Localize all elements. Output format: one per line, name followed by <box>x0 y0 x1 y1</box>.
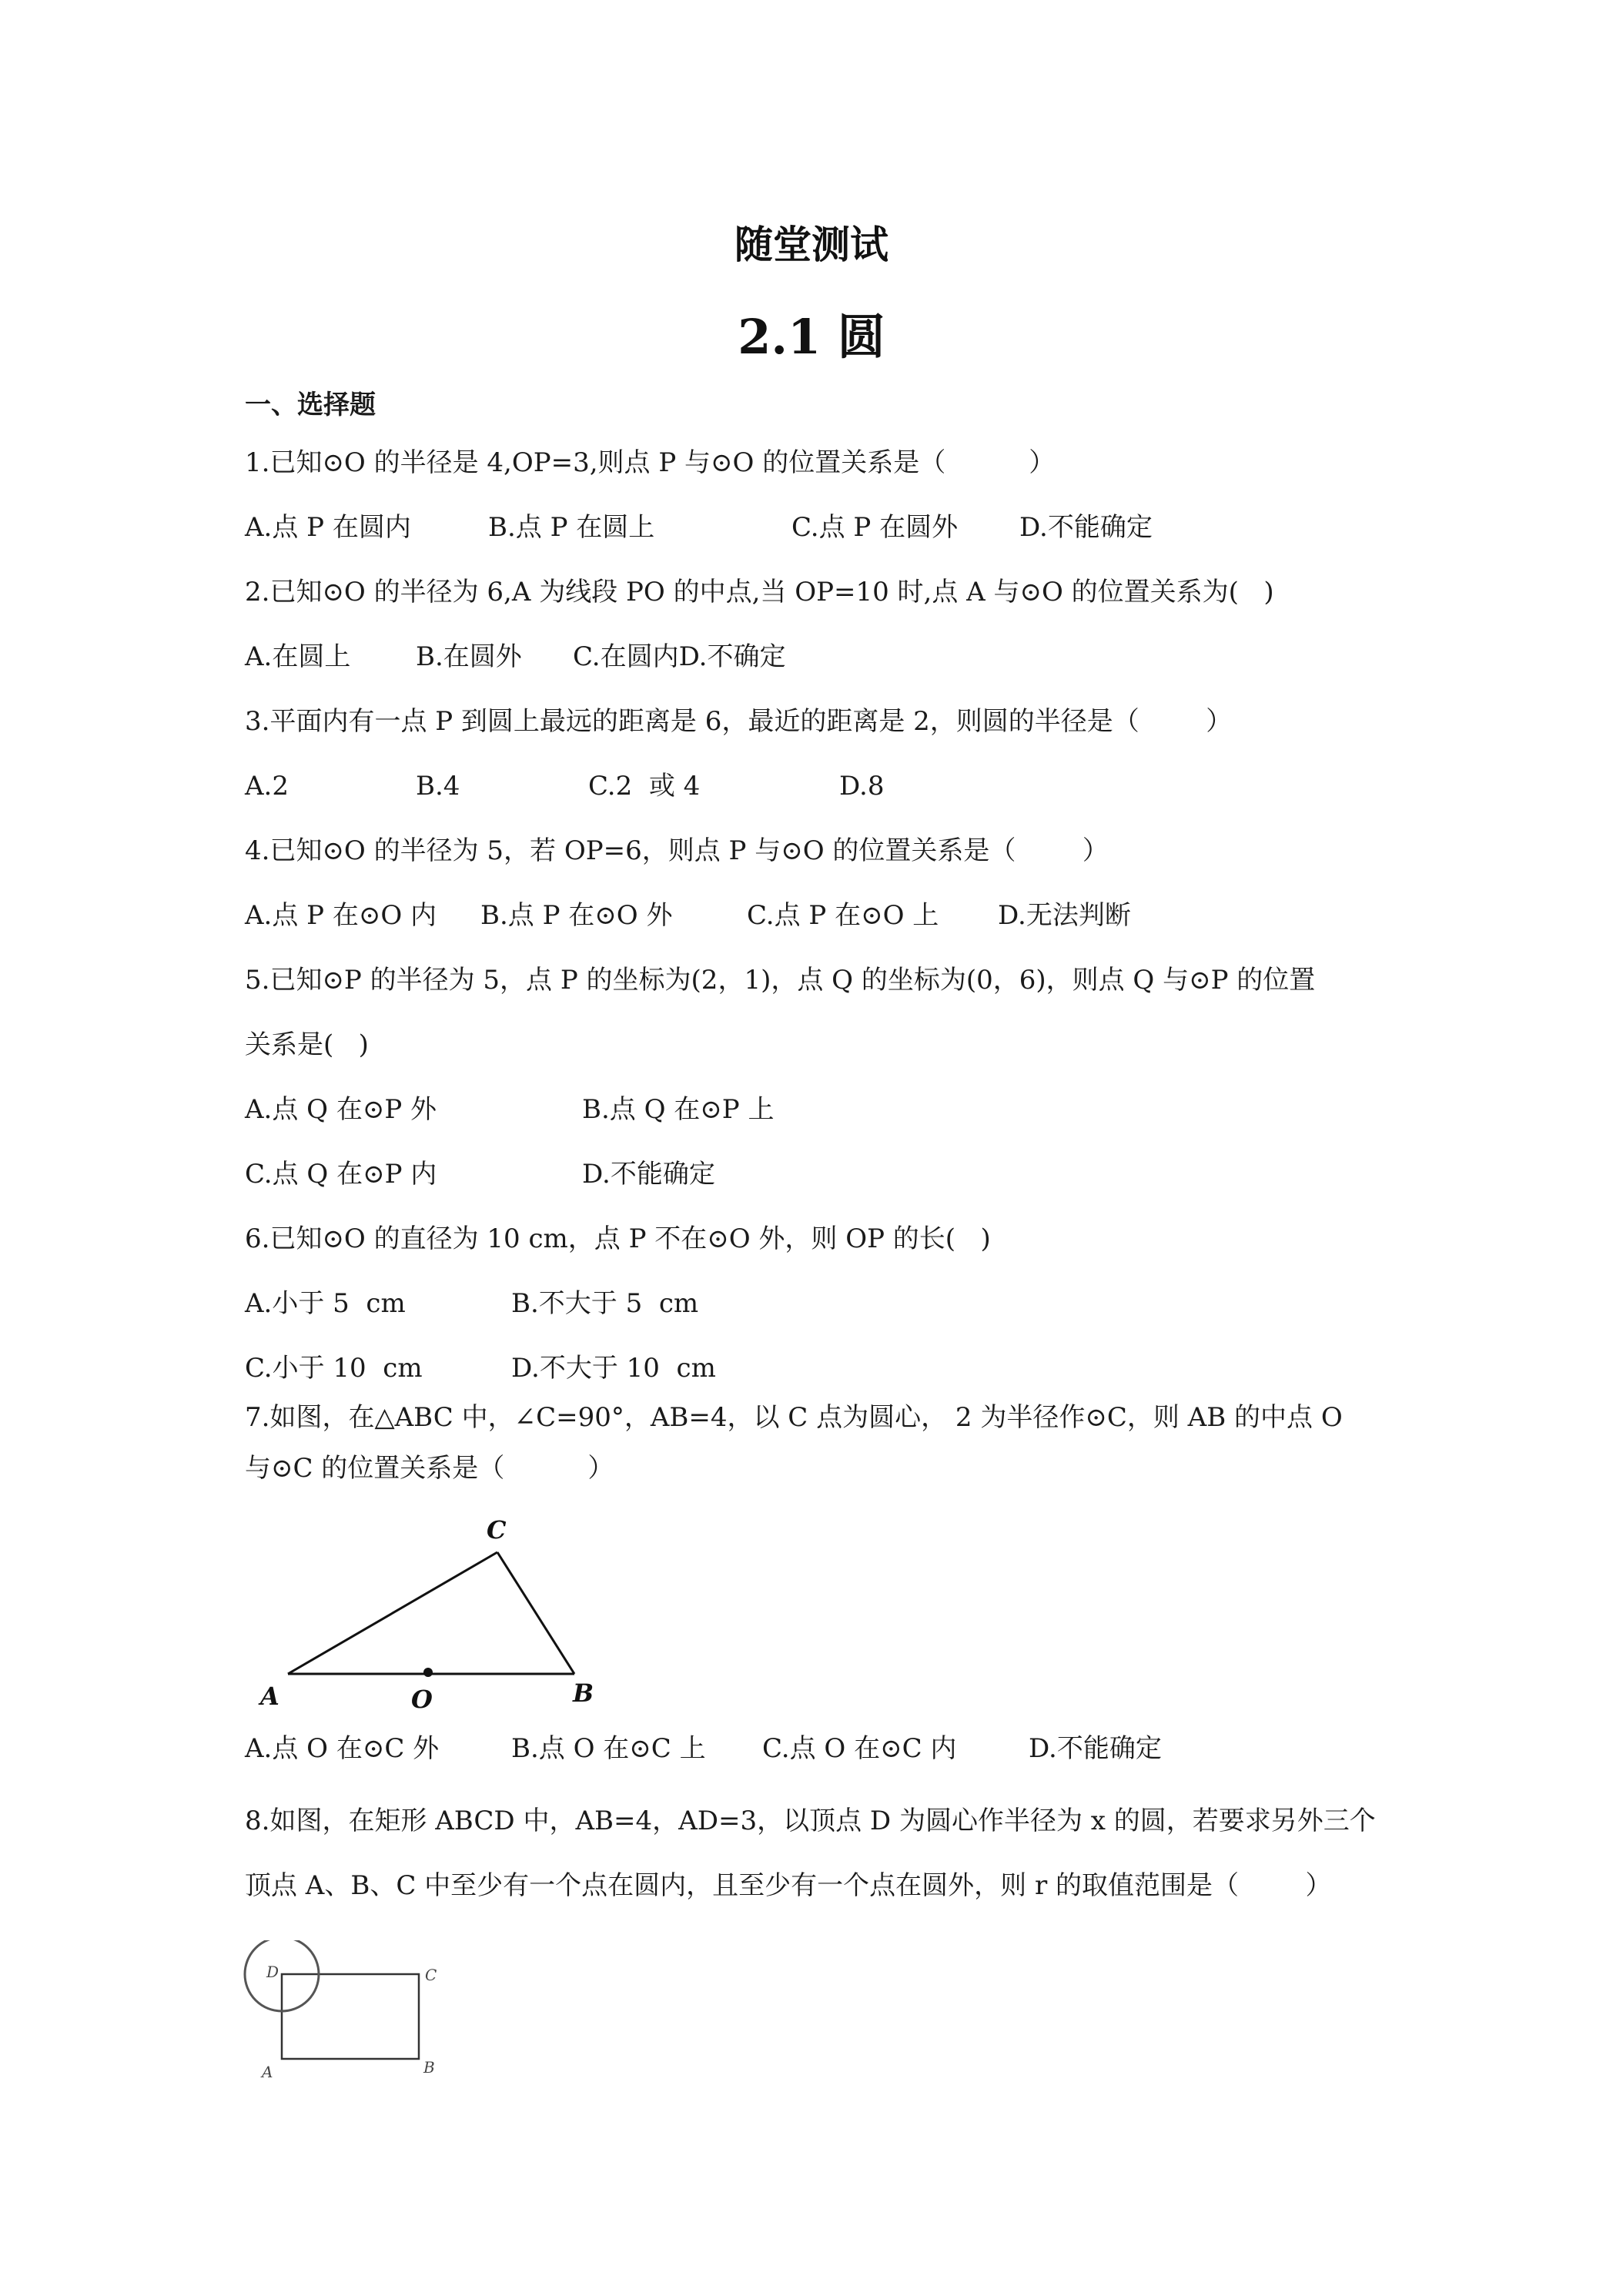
question-7-option-c: C.点 O 在⊙C 内 <box>762 1733 957 1764</box>
vertex-label-c: C <box>425 1966 437 1984</box>
section-heading: 2.1 圆 <box>738 309 885 365</box>
segment-cb <box>497 1552 574 1674</box>
question-5-option-b: B.点 Q 在⊙P 上 <box>582 1094 775 1125</box>
triangle-figure <box>245 1508 607 1715</box>
question-8-stem-line-1: 8.如图，在矩形 ABCD 中，AB=4，AD=3，以顶点 D 为圆心作半径为 x 的圆，若要求另外三个 <box>245 1806 1376 1836</box>
question-5-stem-line-1: 5.已知⊙P 的半径为 5，点 P 的坐标为(2，1)，点 Q 的坐标为(0，6)，则点 Q 与⊙P 的位置 <box>245 965 1316 996</box>
question-6-option-a: A.小于 5 cm <box>245 1288 406 1319</box>
question-1-option-c: C.点 P 在圆外 <box>791 512 959 543</box>
question-1-option-b: B.点 P 在圆上 <box>488 512 655 543</box>
question-7-stem-line-2: 与⊙C 的位置关系是（ ） <box>245 1453 614 1484</box>
page-title: 随堂测试 <box>735 222 888 267</box>
question-1-option-a: A.点 P 在圆内 <box>245 512 411 543</box>
vertex-label-a: A <box>262 2063 273 2079</box>
question-4-stem: 4.已知⊙O 的半径为 5，若 OP=6，则点 P 与⊙O 的位置关系是（ ） <box>245 835 1109 866</box>
question-7-stem-line-1: 7.如图，在△ABC 中，∠C=90°，AB=4，以 C 点为圆心， 2 为半径作⊙C，则 AB 的中点 O <box>245 1402 1343 1433</box>
question-3-option-d: D.8 <box>839 771 885 802</box>
vertex-label-b: B <box>423 2058 435 2077</box>
question-3-option-c: C.2 或 4 <box>588 771 701 802</box>
question-5-option-d: D.不能确定 <box>582 1159 715 1190</box>
question-6-option-c: C.小于 10 cm <box>245 1353 423 1384</box>
question-4-option-d: D.无法判断 <box>998 900 1131 931</box>
question-6-option-d: D.不大于 10 cm <box>511 1353 716 1384</box>
vertex-label-b: B <box>573 1678 594 1708</box>
question-4-option-c: C.点 P 在⊙O 上 <box>747 900 939 931</box>
question-4-option-b: B.点 P 在⊙O 外 <box>480 900 673 931</box>
question-2-option-cd: C.在圆内D.不确定 <box>573 641 786 672</box>
question-3-stem: 3.平面内有一点 P 到圆上最远的距离是 6，最近的距离是 2，则圆的半径是（ ） <box>245 706 1233 737</box>
segment-ac <box>288 1552 497 1674</box>
question-7-option-b: B.点 O 在⊙C 上 <box>511 1733 706 1764</box>
question-6-option-b: B.不大于 5 cm <box>511 1288 699 1319</box>
midpoint-o-dot <box>423 1668 433 1677</box>
question-5-option-a: A.点 Q 在⊙P 外 <box>245 1094 437 1125</box>
question-8-stem-line-2: 顶点 A、B、C 中至少有一个点在圆内，且至少有一个点在圆外，则 r 的取值范围是（ ） <box>245 1870 1332 1901</box>
vertex-label-d: D <box>266 1963 279 1981</box>
question-5-stem-line-2: 关系是( ) <box>245 1029 369 1060</box>
question-2-option-a: A.在圆上 <box>245 641 351 672</box>
vertex-label-c: C <box>487 1515 507 1545</box>
vertex-label-a: A <box>260 1682 279 1711</box>
question-5-option-c: C.点 Q 在⊙P 内 <box>245 1159 437 1190</box>
question-7-option-a: A.点 O 在⊙C 外 <box>245 1733 440 1764</box>
question-6-stem: 6.已知⊙O 的直径为 10 cm，点 P 不在⊙O 外，则 OP 的长( ) <box>245 1223 991 1254</box>
question-7-option-d: D.不能确定 <box>1029 1733 1162 1764</box>
question-2-stem: 2.已知⊙O 的半径为 6,A 为线段 PO 的中点,当 OP=10 时,点 A 与⊙O 的位置关系为( ) <box>245 577 1274 607</box>
question-type-label: 一、选择题 <box>245 390 376 420</box>
question-3-option-b: B.4 <box>416 771 460 802</box>
question-3-option-a: A.2 <box>245 771 289 802</box>
rectangle-abcd <box>282 1974 419 2059</box>
question-1-stem: 1.已知⊙O 的半径是 4,OP=3,则点 P 与⊙O 的位置关系是（ ） <box>245 447 1056 478</box>
rectangle-figure <box>239 1940 447 2079</box>
question-2-option-b: B.在圆外 <box>416 641 522 672</box>
midpoint-label-o: O <box>411 1685 433 1714</box>
question-1-option-d: D.不能确定 <box>1019 512 1153 543</box>
question-4-option-a: A.点 P 在⊙O 内 <box>245 900 437 931</box>
